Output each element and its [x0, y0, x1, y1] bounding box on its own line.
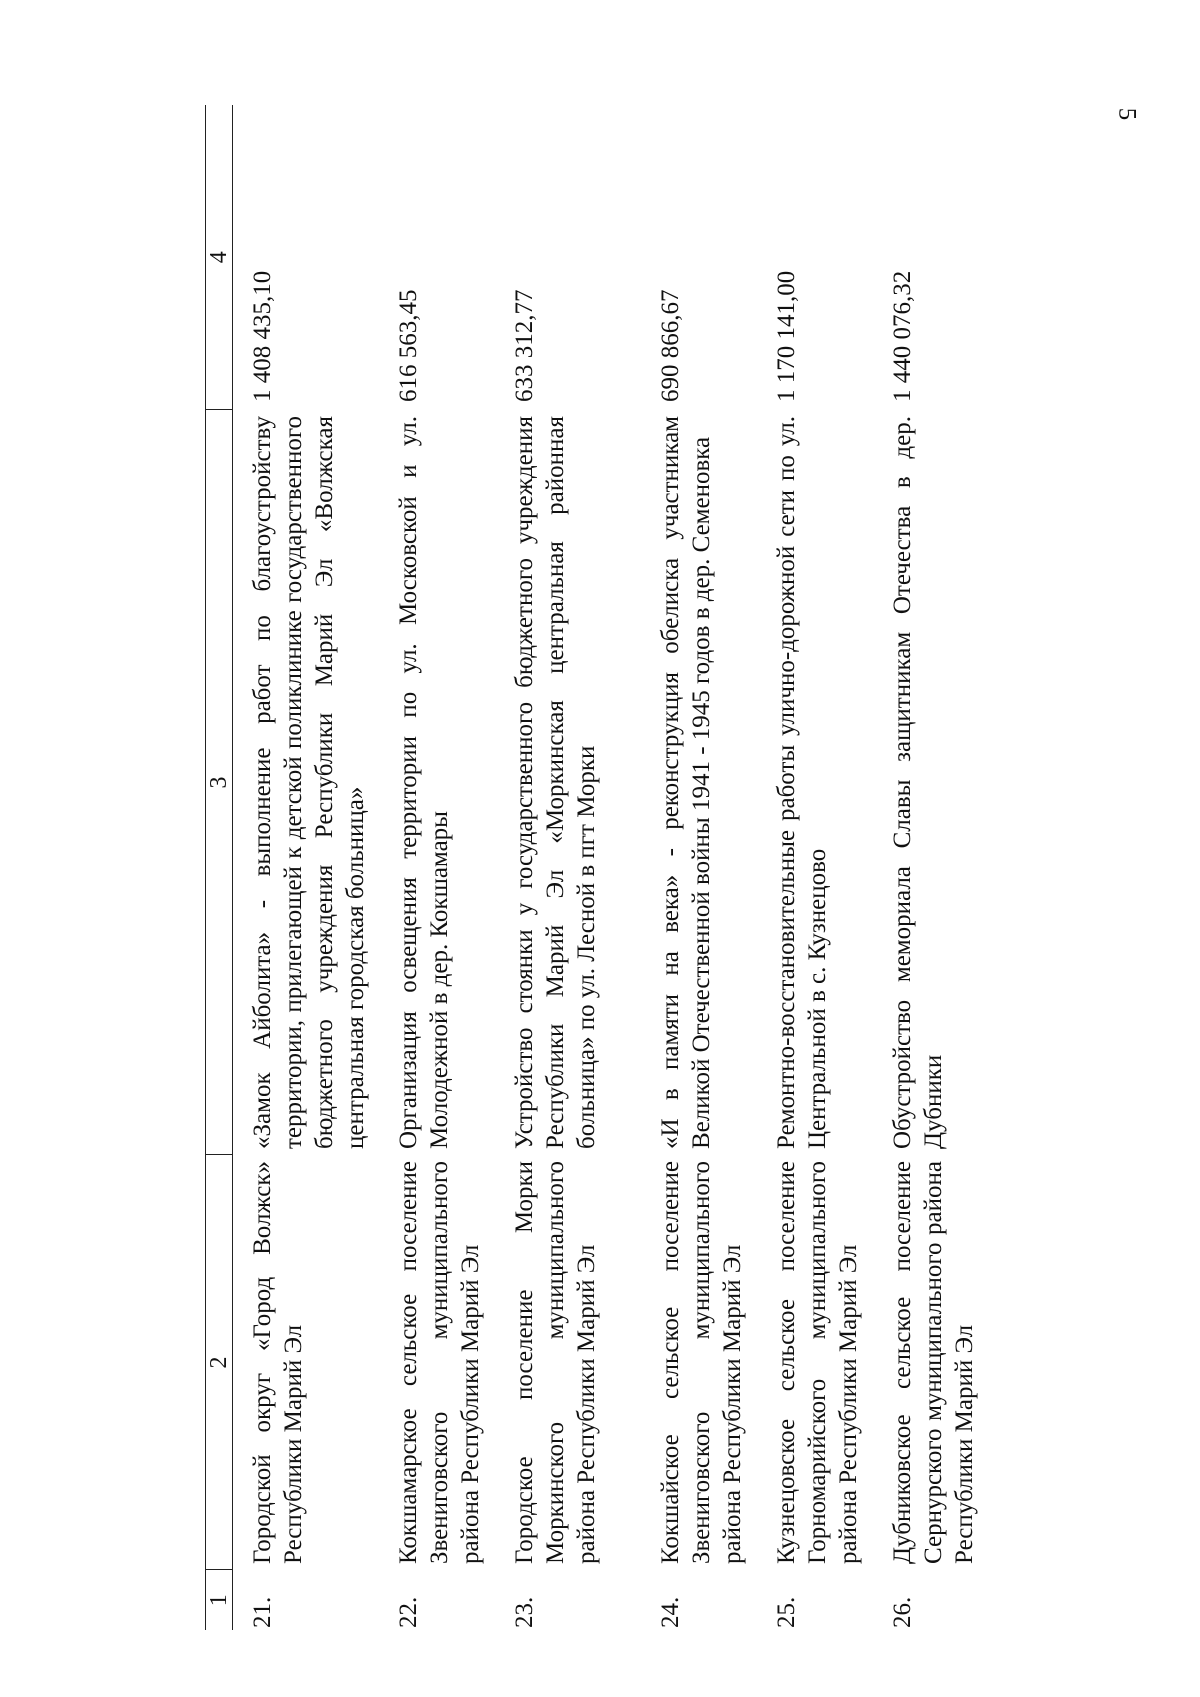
amount-cell: 690 866,67 [657, 289, 684, 402]
column-header-4: 4 [206, 105, 233, 410]
description-cell: «И в памяти на века» - реконструкция обелиска участникам Великой Отечественной войны 1941 - 1945 годов в дер. Семеновка [657, 416, 715, 1149]
table-row [641, 105, 757, 1630]
rotated-table-container [205, 105, 1000, 1630]
column-header-3: 3 [206, 410, 233, 1155]
amount-cell: 1 170 141,00 [773, 270, 800, 402]
amount-cell: 1 408 435,10 [249, 270, 276, 402]
row-number: 22. [395, 1596, 422, 1628]
table-row [379, 105, 495, 1630]
municipality-cell: Городской округ «Город Волжск» Республики Марий Эл [249, 1161, 307, 1564]
municipality-cell: Кокшайское сельское поселение Звениговского муниципального района Республики Марий Эл [657, 1161, 746, 1564]
table-row [873, 105, 989, 1630]
amount-cell: 633 312,77 [511, 289, 538, 402]
page-number: 5 [1113, 107, 1141, 121]
municipality-cell: Городское поселение Морки Моркинского муниципального района Республики Марий Эл [511, 1161, 600, 1564]
table-header [206, 105, 233, 1630]
description-cell: Организация освещения территории по ул. Московской и ул. Молодежной в дер. Кокшамары [395, 416, 453, 1149]
description-cell: Ремонтно-восстановительные работы улично-дорожной сети по ул. Центральной в с. Кузнецово [773, 416, 831, 1149]
header-row [206, 105, 233, 1630]
row-number: 25. [773, 1596, 800, 1628]
description-cell: Устройство стоянки у государственного бюджетного учреждения Республики Марий Эл «Моркинская центральная районная больница» по ул. Лесной в пгт Морки [511, 416, 600, 1149]
municipality-cell: Кузнецовское сельское поселение Горномарийского муниципального района Республики Марий Эл [773, 1161, 862, 1564]
row-number: 24. [657, 1596, 684, 1628]
row-number: 23. [511, 1596, 538, 1628]
projects-table [205, 105, 989, 1630]
row-number: 21. [249, 1596, 276, 1628]
municipality-cell: Кокшамарское сельское поселение Звениговского муниципального района Республики Марий Эл [395, 1161, 484, 1564]
table-row [233, 105, 380, 1630]
description-cell: Обустройство мемориала Славы защитникам Отечества в дер. Дубники [889, 416, 947, 1149]
table-row [757, 105, 873, 1630]
municipality-cell: Дубниковское сельское поселение Сернурского муниципального района Республики Марий Эл [889, 1161, 978, 1564]
column-header-2: 2 [206, 1155, 233, 1570]
column-header-1: 1 [206, 1570, 233, 1630]
row-number: 26. [889, 1596, 916, 1628]
amount-cell: 1 440 076,32 [889, 270, 916, 402]
amount-cell: 616 563,45 [395, 289, 422, 402]
description-cell: «Замок Айболита» - выполнение работ по благоустройству территории, прилегающей к детской поликлинике государственного бюджетного учреждения Республики Марий Эл «Волжская центральная городская больница» [249, 416, 369, 1149]
table-row [495, 105, 641, 1630]
table-body [233, 105, 990, 1630]
